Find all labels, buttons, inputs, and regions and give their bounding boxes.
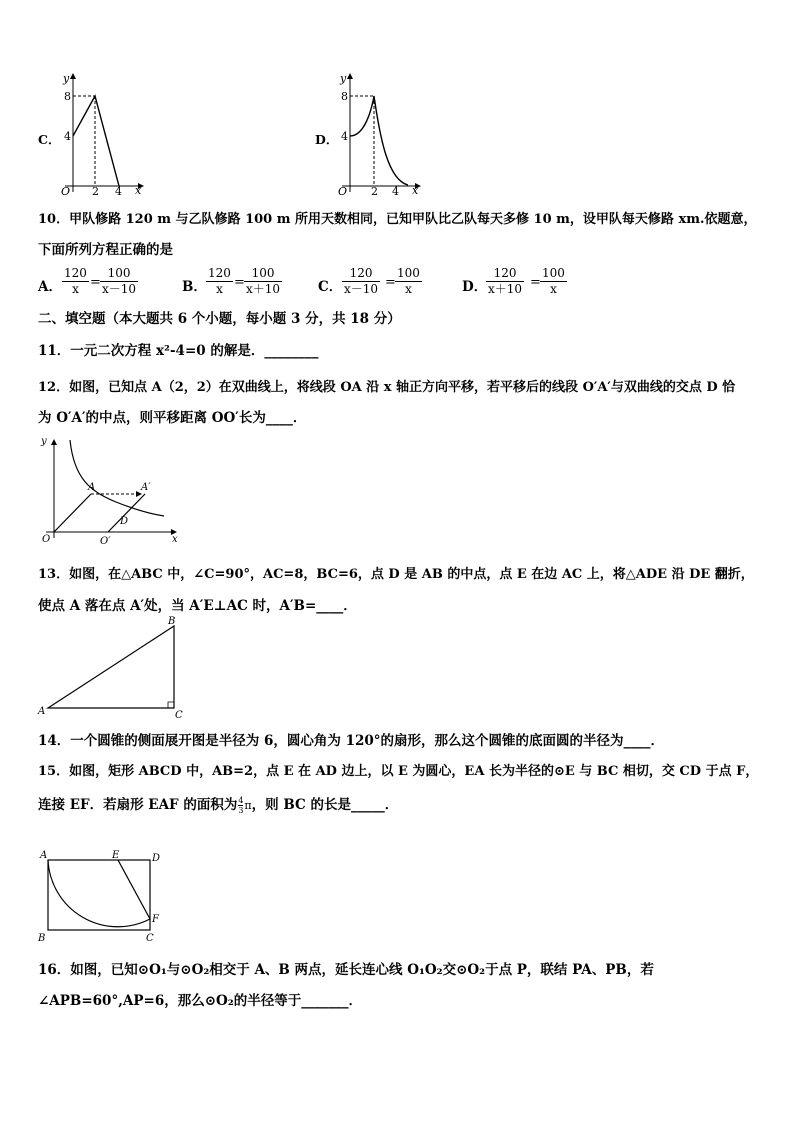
y-label: y — [63, 72, 70, 85]
fraction-right — [244, 266, 282, 297]
graph-d — [332, 68, 427, 196]
numerator: 120 — [342, 266, 380, 282]
segment-oa — [54, 494, 91, 532]
point-f-label: F — [152, 914, 159, 925]
option-label: B． — [182, 279, 207, 295]
numerator: 120 — [486, 266, 524, 282]
q12-figure — [36, 434, 186, 546]
numerator: 100 — [244, 266, 282, 282]
q13-line1: 13．如图，在△ABC 中，∠C=90°，AC=8，BC=6，点 D 是 AB 的中点，点 E 在边 AC 上，将△ADE 沿 DE 翻折， — [38, 567, 754, 582]
denominator: x — [216, 282, 223, 296]
hyperbola-curve — [70, 440, 164, 516]
area-fraction — [238, 796, 243, 815]
fraction-left — [62, 266, 89, 297]
pi-symbol: π — [244, 799, 252, 812]
q14-text: 14．一个圆锥的侧面展开图是半径为 6，圆心角为 120°的扇形，那么这个圆锥的底面圆的半径为____． — [38, 733, 665, 749]
q13-line2: 使点 A 落在点 A′处，当 A′E⊥AC 时，A′B=____． — [38, 598, 357, 614]
q12-line2: 为 O′A′的中点，则平移距离 OO′长为____． — [38, 410, 307, 426]
denominator: x＋10 — [488, 282, 523, 296]
y-tick-4: 4 — [341, 130, 348, 143]
denominator: x — [550, 282, 557, 296]
point-b-label: B — [38, 933, 46, 944]
point-a-label: A — [40, 850, 48, 861]
fraction-right — [100, 266, 138, 297]
y-label: y — [340, 72, 347, 85]
fraction-right — [395, 266, 422, 297]
q15-line2-start: 连接 EF．若扇形 EAF 的面积为 — [38, 797, 238, 813]
denominator: x＋10 — [246, 282, 281, 296]
x-tick-2: 2 — [371, 185, 378, 196]
denominator: 3 — [238, 806, 244, 815]
q10-line1: 10．甲队修路 120 m 与乙队修路 100 m 所用天数相同，已知甲队比乙队每天多修 10 m，设甲队每天修路 xm.依题意， — [38, 212, 757, 227]
point-c-label: C — [146, 933, 154, 944]
q15-line2 — [38, 793, 398, 815]
denominator: x－10 — [102, 282, 137, 296]
option-c-label: C． — [38, 132, 61, 147]
fraction-left — [486, 266, 524, 297]
equals: = — [530, 275, 541, 290]
numerator: 120 — [208, 266, 231, 280]
y-label: y — [41, 436, 47, 447]
point-d-label: D — [152, 853, 161, 864]
graph-c-curve — [73, 96, 119, 186]
fraction-right — [540, 266, 567, 297]
origin-label: O — [61, 185, 71, 196]
x-label: x — [135, 184, 142, 196]
origin-label: O — [338, 185, 348, 196]
option-label: C． — [318, 279, 343, 295]
point-d-label: D — [120, 516, 129, 527]
q11-text: 11．一元二次方程 x²-4=0 的解是．________ — [38, 343, 319, 359]
numerator: 4 — [238, 796, 244, 805]
x-tick-4: 4 — [115, 185, 122, 196]
denominator: x－10 — [344, 282, 379, 296]
numerator: 100 — [397, 266, 420, 280]
triangle-abc — [48, 626, 174, 708]
section-heading: 二、填空题（本大题共 6 个小题，每小题 3 分，共 18 分） — [38, 311, 401, 327]
q12-line1: 12．如图，已知点 A（2，2）在双曲线上，将线段 OA 沿 x 轴正方向平移，若平移后的线段 O′A′与双曲线的交点 D 恰 — [38, 380, 736, 395]
right-angle-mark — [168, 702, 174, 708]
fraction-left — [342, 266, 380, 297]
option-d-label: D． — [315, 132, 339, 147]
equals: = — [234, 275, 245, 290]
point-e-label: E — [112, 850, 120, 861]
segment-ef — [118, 860, 150, 919]
q16-line2: ∠APB=60°,AP=6，那么⊙O₂的半径等于_______． — [38, 993, 362, 1009]
q10-line2: 下面所列方程正确的是 — [38, 242, 173, 258]
x-tick-4: 4 — [392, 185, 399, 196]
q15-line2-end: ，则 BC 的长是_____． — [251, 797, 399, 813]
fraction-left — [206, 266, 233, 297]
point-a-label: A — [38, 706, 46, 717]
point-o-label: O — [42, 534, 51, 545]
rectangle-abcd — [48, 860, 150, 930]
y-tick-8: 8 — [341, 90, 348, 103]
option-label: D． — [462, 279, 488, 295]
point-a-label: A — [88, 482, 96, 493]
numerator: 100 — [100, 266, 138, 282]
q15-line1: 15．如图，矩形 ABCD 中，AB=2，点 E 在 AD 边上，以 E 为圆心，EA 长为半径的⊙E 与 BC 相切，交 CD 于点 F， — [38, 764, 759, 779]
equals: = — [90, 275, 101, 290]
graph-d-curve — [350, 96, 408, 185]
q15-figure — [36, 846, 166, 944]
q13-figure — [36, 614, 196, 722]
point-b-label: B — [168, 616, 176, 627]
graph-c — [55, 68, 150, 196]
denominator: x — [72, 282, 79, 296]
option-label: A． — [38, 279, 62, 295]
point-a2-label: A′ — [141, 482, 151, 493]
y-tick-8: 8 — [64, 90, 71, 103]
y-tick-4: 4 — [64, 130, 71, 143]
point-c-label: C — [175, 710, 183, 721]
q16-line1: 16．如图，已知⊙O₁与⊙O₂相交于 A、B 两点，延长连心线 O₁O₂交⊙O₂于点 P，联结 PA、PB，若 — [38, 962, 654, 978]
x-tick-2: 2 — [92, 185, 99, 196]
equals: = — [385, 275, 396, 290]
point-o2-label: O′ — [100, 536, 111, 546]
x-label: x — [172, 534, 178, 545]
denominator: x — [405, 282, 412, 296]
arc-af — [48, 860, 150, 927]
numerator: 120 — [64, 266, 87, 280]
numerator: 100 — [542, 266, 565, 280]
x-label: x — [412, 184, 419, 196]
